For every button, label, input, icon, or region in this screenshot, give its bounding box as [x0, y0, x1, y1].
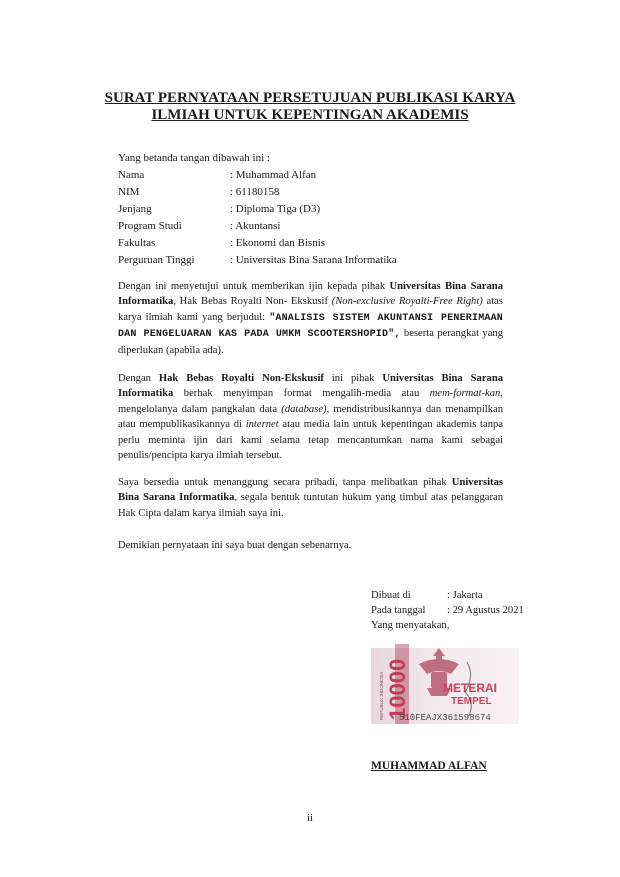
- paragraph-text: berhak menyimpan format mengalih-media atau: [173, 388, 430, 400]
- paragraph-italic: mem-format-kan: [429, 388, 501, 400]
- identity-value: : Ekonomi dan Bisnis: [230, 237, 326, 249]
- stamp-side-text: REPUBLIK INDONESIA: [379, 671, 384, 720]
- identity-value: : Akuntansi: [230, 220, 281, 232]
- stamp-serial: 510FEAJX361598674: [399, 713, 491, 723]
- identity-row-program: [118, 218, 397, 235]
- paragraph-text: , segala bentuk tuntutan hukum yang timbul atas pelanggaran Hak Cipta dalam karya ilmiah saya ini.: [118, 492, 503, 519]
- paragraph-italic: (Non-exclusive Royalti-Free Right): [331, 296, 483, 308]
- identity-label: Program Studi: [118, 220, 182, 232]
- paragraph-liability: [118, 475, 503, 521]
- paragraph-italic: internet: [245, 419, 279, 431]
- signatory-name: MUHAMMAD ALFAN: [371, 760, 487, 772]
- identity-row-perguruan: [118, 252, 397, 269]
- identity-row-name: [118, 167, 397, 184]
- sign-date-label: Pada tanggal: [371, 605, 426, 616]
- stamp-amount: 10000: [385, 658, 410, 720]
- paragraph-text: Saya bersedia untuk menanggung secara pribadi, tanpa melibatkan pihak: [118, 477, 452, 488]
- paragraph-bold: Universitas Bina Sarana Informatika: [118, 373, 504, 400]
- stamp-label-1: METERAI: [443, 681, 497, 695]
- identity-label: Fakultas: [118, 237, 156, 249]
- thesis-title: "ANALISIS SISTEM AKUNTANSI PENERIMAAN DAN PENGELUARAN KAS PADA UMKM SCOOTERSHOPID",: [118, 312, 504, 341]
- sign-place-label: Dibuat di: [371, 590, 411, 601]
- identity-label: Nama: [118, 169, 145, 181]
- page-number: ii: [306, 812, 314, 824]
- paragraph-text: atau media lain untuk kepentingan akademis tanpa perlu meminta ijin dari kami selama tetap mencantumkan nama kami sebagai penulis/pencipta karya ilmiah tersebut.: [118, 419, 503, 462]
- identity-value: : Diploma Tiga (D3): [230, 203, 321, 215]
- title-line-1: SURAT PERNYATAAN PERSETUJUAN PUBLIKASI KARYA: [104, 90, 516, 106]
- paragraph-bold: Hak Bebas Royalti Non-Ekskusif: [158, 373, 324, 384]
- paragraph-bold: Universitas Bina Sarana Informatika: [118, 281, 503, 308]
- paragraph-text: , Hak Bebas Royalti Non- Ekskusif: [173, 296, 332, 308]
- paragraph-text: beserta perangkat yang diperlukan (apabila ada).: [118, 328, 503, 356]
- meterai-stamp: [371, 642, 519, 726]
- paragraph-rights: [118, 371, 503, 463]
- sign-date-row: [371, 603, 524, 618]
- identity-label: NIM: [118, 186, 140, 198]
- identity-label: Jenjang: [118, 203, 152, 215]
- declarant-text: Yang menyatakan,: [371, 620, 450, 631]
- paragraph-text: Dengan: [118, 373, 159, 384]
- paragraph-text: Dengan ini menyetujui untuk memberikan ijin kepada pihak: [118, 281, 390, 292]
- paragraph-text: ini pihak: [323, 373, 383, 384]
- identity-table: [118, 167, 397, 269]
- closing-statement: Demikian pernyataan ini saya buat dengan sebenarnya.: [118, 540, 352, 551]
- identity-value: : 61180158: [230, 186, 280, 198]
- paragraph-italic: (database): [281, 403, 327, 415]
- sign-place-row: [371, 588, 524, 603]
- intro-text: Yang betanda tangan dibawah ini :: [118, 152, 270, 164]
- paragraph-permission: [118, 279, 503, 358]
- identity-value: : Muhammad Alfan: [230, 169, 317, 181]
- signature-block: [371, 588, 524, 633]
- paragraph-text: atas karya ilmiah kami yang berjudul:: [118, 296, 503, 323]
- paragraph-text: , mengelolanya dalam pangkalan data: [118, 388, 503, 415]
- paragraph-text: , mendistribusikannya dan menampilkan atau mempublikasikannya di: [118, 403, 504, 431]
- document-title: [100, 90, 520, 124]
- identity-label: Perguruan Tinggi: [118, 254, 195, 266]
- sign-place-value: : Jakarta: [447, 590, 483, 601]
- identity-row-nim: [118, 184, 397, 201]
- title-line-2: ILMIAH UNTUK KEPENTINGAN AKADEMIS: [151, 107, 469, 123]
- paragraph-bold: Universitas Bina Sarana Informatika: [118, 477, 503, 504]
- meterai-stamp-image: [371, 642, 519, 726]
- identity-row-jenjang: [118, 201, 397, 218]
- identity-value: : Universitas Bina Sarana Informatika: [230, 254, 397, 266]
- identity-row-fakultas: [118, 235, 397, 252]
- sign-date-value: : 29 Agustus 2021: [447, 605, 524, 616]
- stamp-label-2: TEMPEL: [451, 696, 492, 707]
